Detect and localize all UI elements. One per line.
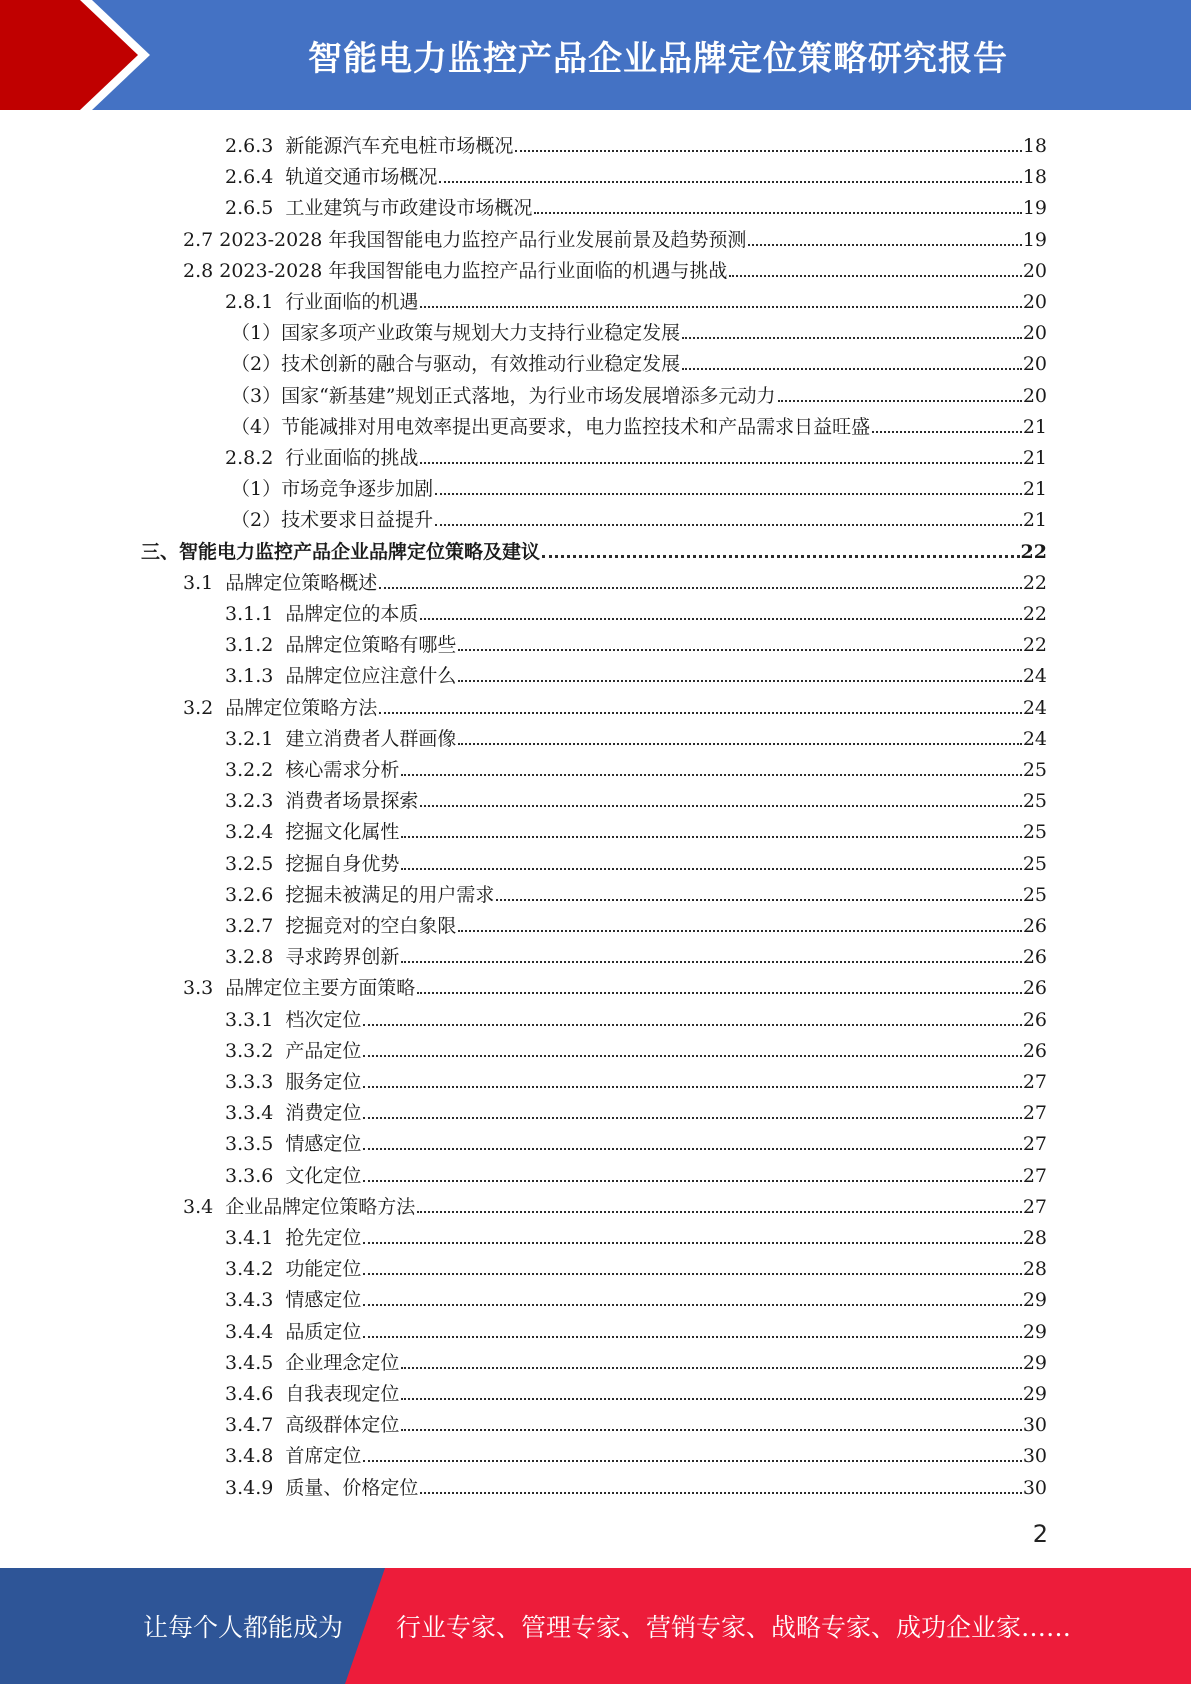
toc-dot-leader [435, 493, 1022, 495]
toc-entry-label [225, 1445, 363, 1467]
toc-entry-label [225, 135, 515, 157]
toc-entry-label [225, 1040, 363, 1062]
toc-entry-label [183, 229, 748, 251]
toc-entry-text: 2.8 2023-2028 年我国智能电力监控产品行业面临的机遇与挑战 [183, 259, 728, 282]
toc-entry-number: 3.1.1 [225, 603, 274, 625]
toc-entry-text: 服务定位 [285, 1071, 362, 1093]
footer-slogan-right: 行业专家、管理专家、营销专家、战略专家、成功企业家…… [396, 1613, 1072, 1642]
toc-entry[interactable] [183, 688, 1047, 719]
toc-entry-label [225, 197, 534, 219]
toc-dot-leader [458, 743, 1021, 745]
toc-entry[interactable] [225, 1280, 1047, 1311]
toc-entry[interactable] [225, 750, 1047, 781]
toc-entry-text: 企业品牌定位策略方法 [225, 1195, 416, 1218]
toc-entry[interactable] [231, 344, 1047, 375]
toc-dot-leader [778, 400, 1022, 402]
toc-entry-label [141, 541, 542, 563]
toc-entry[interactable] [225, 1124, 1047, 1155]
toc-entry-page: 22 [1022, 603, 1047, 625]
toc-entry-page: 22 [1022, 634, 1047, 657]
toc-entry-page: 28 [1022, 1258, 1047, 1281]
toc-entry-number: 3.4.7 [225, 1414, 274, 1437]
toc-entry-text: 品质定位 [285, 1320, 362, 1343]
toc-entry[interactable] [225, 781, 1047, 812]
report-title: 智能电力监控产品企业品牌定位策略研究报告 [308, 38, 1008, 79]
toc-entry[interactable] [225, 126, 1047, 157]
toc-dot-leader [363, 1055, 1021, 1057]
toc-entry-text: （4）节能减排对用电效率提出更高要求，电力监控技术和产品需求日益旺盛 [231, 415, 871, 438]
toc-entry-number: 2.8.1 [225, 291, 274, 313]
toc-entry-page: 25 [1022, 821, 1047, 844]
toc-entry-text: 品牌定位策略概述 [225, 571, 378, 594]
toc-entry-label [225, 1165, 363, 1187]
toc-entry-number: 2.6.3 [225, 135, 274, 157]
toc-dot-leader [363, 1304, 1021, 1306]
toc-entry-label [225, 884, 496, 906]
toc-entry[interactable] [141, 532, 1047, 563]
toc-entry-number: 3.1.3 [225, 665, 274, 688]
toc-entry-label [225, 853, 401, 875]
toc-dot-leader [401, 1398, 1021, 1400]
toc-entry-page: 29 [1022, 1320, 1047, 1343]
toc-entry-number: 3.3 [183, 977, 214, 1000]
toc-entry-text: 功能定位 [285, 1258, 362, 1281]
toc-entry-number: 3.2.1 [225, 727, 274, 750]
toc-entry-page: 25 [1022, 759, 1047, 781]
toc-entry-number: 3.1 [183, 571, 214, 594]
toc-entry-label [225, 166, 439, 188]
page-header [0, 0, 1191, 110]
toc-entry-number: 3.2.5 [225, 852, 274, 875]
toc-entry-page: 25 [1022, 790, 1047, 813]
toc-entry[interactable] [225, 1093, 1047, 1124]
toc-dot-leader [401, 868, 1021, 870]
toc-entry-page: 22 [1020, 540, 1047, 563]
toc-entry-label [183, 977, 417, 999]
toc-entry-label [225, 1352, 401, 1374]
toc-dot-leader [458, 649, 1021, 651]
toc-entry-number: 3.3.1 [225, 1008, 274, 1031]
toc-entry-label [225, 1414, 401, 1436]
toc-entry[interactable] [225, 1249, 1047, 1280]
toc-entry-text: 挖掘竞对的空白象限 [285, 915, 457, 937]
toc-dot-leader [363, 1117, 1021, 1119]
toc-entry-number: 3.4.4 [225, 1320, 274, 1343]
toc-entry[interactable] [225, 594, 1047, 625]
toc-dot-leader [363, 1242, 1021, 1244]
toc-entry-label [225, 1321, 363, 1343]
toc-entry[interactable] [225, 157, 1047, 188]
toc-entry-page: 30 [1022, 1476, 1047, 1499]
toc-dot-leader [542, 555, 1020, 558]
toc-entry[interactable] [225, 1000, 1047, 1031]
toc-entry-label [225, 665, 458, 687]
toc-entry-page: 27 [1022, 1133, 1047, 1156]
toc-entry-page: 20 [1022, 384, 1047, 407]
toc-entry-text: （2）技术创新的融合与驱动，有效推动行业稳定发展 [231, 353, 681, 376]
toc-entry-label [183, 572, 379, 594]
toc-entry-text: 品牌定位的本质 [285, 603, 419, 625]
toc-dot-leader [420, 618, 1021, 620]
toc-entry[interactable] [231, 376, 1047, 407]
toc-entry-label [225, 821, 401, 843]
toc-entry[interactable] [225, 1468, 1047, 1499]
toc-entry-label [225, 447, 420, 469]
toc-entry-text: 消费定位 [285, 1102, 362, 1125]
toc-entry-page: 21 [1022, 478, 1047, 501]
toc-entry-number: 3.2.7 [225, 915, 274, 937]
toc-entry-page: 22 [1022, 571, 1047, 594]
toc-entry[interactable] [225, 1218, 1047, 1249]
toc-dot-leader [363, 1086, 1021, 1088]
toc-entry-number: 3.2 [183, 696, 214, 719]
toc-entry-page: 20 [1022, 353, 1047, 376]
toc-entry-page: 24 [1022, 665, 1047, 688]
toc-entry-number: 3.4.9 [225, 1476, 274, 1499]
toc-entry-text: （2）技术要求日益提升 [231, 509, 434, 532]
toc-dot-leader [401, 774, 1021, 776]
toc-entry[interactable] [225, 188, 1047, 219]
toc-entry-label [225, 603, 420, 625]
toc-entry-number: 3.4.8 [225, 1445, 274, 1468]
toc-entry-label [225, 1289, 363, 1311]
toc-entry-page: 19 [1022, 197, 1047, 220]
toc-entry-page: 27 [1022, 1102, 1047, 1125]
toc-entry[interactable] [225, 1374, 1047, 1405]
toc-entry[interactable] [183, 220, 1047, 251]
toc-entry[interactable] [225, 875, 1047, 906]
toc-entry-page: 30 [1022, 1445, 1047, 1468]
toc-entry-number: 3.2.2 [225, 759, 274, 781]
toc-entry-text: 品牌定位主要方面策略 [225, 977, 416, 1000]
toc-dot-leader [417, 992, 1022, 994]
toc-entry[interactable] [225, 656, 1047, 687]
toc-entry-text: 行业面临的挑战 [285, 447, 419, 469]
toc-entry-number: 3.2.3 [225, 790, 274, 813]
toc-dot-leader [401, 836, 1021, 838]
toc-entry-text: 质量、价格定位 [285, 1476, 419, 1499]
toc-dot-leader [458, 680, 1021, 682]
toc-entry-label [183, 697, 379, 719]
toc-entry-label [225, 634, 458, 656]
toc-entry-page: 26 [1022, 915, 1047, 937]
toc-dot-leader [515, 150, 1021, 152]
toc-entry-page: 26 [1022, 1039, 1047, 1062]
toc-entry-text: 品牌定位策略有哪些 [285, 634, 457, 657]
toc-entry-text: 消费者场景探索 [285, 790, 419, 813]
toc-entry-number: 2.8.2 [225, 447, 274, 469]
toc-entry[interactable] [225, 1031, 1047, 1062]
toc-entry-page: 18 [1022, 135, 1047, 157]
toc-entry-page: 30 [1022, 1414, 1047, 1437]
toc-dot-leader [682, 368, 1022, 370]
toc-entry-number: 3.2.4 [225, 821, 274, 844]
toc-dot-leader [420, 805, 1021, 807]
toc-entry-number: 3.4.6 [225, 1383, 274, 1405]
toc-entry-label [225, 1383, 401, 1405]
toc-dot-leader [363, 1148, 1021, 1150]
toc-entry-text: 挖掘文化属性 [285, 821, 400, 844]
toc-dot-leader [379, 587, 1022, 589]
toc-entry-label [225, 728, 458, 750]
toc-entry-label [225, 1258, 363, 1280]
toc-entry-label [225, 790, 420, 812]
toc-dot-leader [872, 431, 1022, 433]
toc-entry-page: 25 [1022, 852, 1047, 875]
toc-entry[interactable] [231, 500, 1047, 531]
toc-entry-text: 文化定位 [285, 1164, 362, 1187]
toc-entry-label [225, 1477, 420, 1499]
toc-dot-leader [363, 1273, 1021, 1275]
toc-entry-number: 3.4.5 [225, 1351, 274, 1374]
toc-entry[interactable] [225, 1156, 1047, 1187]
page-number: 2 [1032, 1520, 1048, 1548]
toc-entry-page: 19 [1022, 228, 1047, 251]
toc-entry[interactable] [225, 1436, 1047, 1467]
toc-dot-leader [420, 1492, 1021, 1494]
toc-entry-number: 3.3.4 [225, 1102, 274, 1125]
red-chevron-graphic [0, 0, 160, 110]
toc-entry-text: 品牌定位应注意什么 [285, 665, 457, 688]
toc-dot-leader [363, 1024, 1021, 1026]
toc-entry-text: 品牌定位策略方法 [225, 696, 378, 719]
toc-entry[interactable] [225, 1343, 1047, 1374]
toc-entry[interactable] [225, 1405, 1047, 1436]
toc-entry-text: 寻求跨界创新 [285, 946, 400, 969]
toc-entry[interactable] [225, 1312, 1047, 1343]
toc-dot-leader [682, 337, 1022, 339]
toc-entry-number: 3.3.3 [225, 1071, 274, 1093]
toc-entry-text: 情感定位 [285, 1289, 362, 1312]
toc-entry[interactable] [225, 937, 1047, 968]
toc-entry[interactable] [225, 1062, 1047, 1093]
toc-entry-number: 3.2.6 [225, 883, 274, 906]
toc-entry-text: 抢先定位 [285, 1227, 362, 1249]
toc-entry-label [225, 1133, 363, 1155]
toc-dot-leader [435, 524, 1022, 526]
toc-entry-page: 29 [1022, 1383, 1047, 1405]
toc-dot-leader [363, 1336, 1021, 1338]
toc-entry-page: 27 [1022, 1071, 1047, 1093]
toc-entry-page: 21 [1022, 415, 1047, 438]
toc-entry-page: 27 [1022, 1164, 1047, 1187]
toc-entry-page: 21 [1022, 509, 1047, 532]
toc-entry-page: 29 [1022, 1351, 1047, 1374]
toc-entry-page: 24 [1022, 727, 1047, 750]
toc-entry-text: 档次定位 [285, 1008, 362, 1031]
toc-entry-text: 情感定位 [285, 1133, 362, 1156]
toc-entry[interactable] [183, 563, 1047, 594]
toc-entry-label [231, 385, 778, 407]
toc-entry[interactable] [225, 844, 1047, 875]
toc-entry-text: 三、智能电力监控产品企业品牌定位策略及建议 [141, 540, 541, 563]
toc-entry-label [225, 1071, 363, 1093]
toc-entry[interactable] [225, 625, 1047, 656]
toc-entry[interactable] [183, 1187, 1047, 1218]
toc-entry-page: 27 [1022, 1195, 1047, 1218]
toc-entry-number: 2.6.5 [225, 197, 274, 220]
toc-entry-label [225, 1009, 363, 1031]
toc-entry-text: 高级群体定位 [285, 1414, 400, 1437]
toc-dot-leader [439, 181, 1021, 183]
toc-dot-leader [363, 1180, 1021, 1182]
toc-entry-page: 18 [1022, 166, 1047, 189]
toc-dot-leader [363, 1460, 1021, 1462]
toc-entry-number: 3.3.2 [225, 1039, 274, 1062]
toc-entry-number: 3.4.1 [225, 1227, 274, 1249]
toc-entry-label [225, 291, 420, 313]
toc-entry-text: 自我表现定位 [285, 1383, 400, 1405]
toc-entry[interactable] [183, 251, 1047, 282]
toc-entry-number: 2.6.4 [225, 166, 274, 189]
toc-entry-text: 挖掘自身优势 [285, 852, 400, 875]
toc-entry-page: 25 [1022, 883, 1047, 906]
toc-entry[interactable] [225, 906, 1047, 937]
toc-entry-label [231, 322, 682, 344]
toc-dot-leader [748, 244, 1021, 246]
toc-entry-page: 26 [1022, 1008, 1047, 1031]
toc-entry-text: 建立消费者人群画像 [285, 727, 457, 750]
footer-slogan-left: 让每个人都能成为 [143, 1613, 344, 1642]
toc-entry-number: 3.1.2 [225, 634, 274, 657]
toc-entry-number: 3.4 [183, 1195, 214, 1218]
toc-entry-page: 20 [1022, 259, 1047, 282]
toc-entry-text: 首席定位 [285, 1445, 362, 1468]
toc-entry-label [231, 509, 435, 531]
toc-dot-leader [496, 899, 1021, 901]
toc-entry[interactable] [225, 719, 1047, 750]
toc-entry-label [225, 1227, 363, 1249]
toc-entry-page: 20 [1022, 322, 1047, 345]
toc-entry-page: 24 [1022, 696, 1047, 719]
toc-dot-leader [417, 1211, 1022, 1213]
page-footer [0, 1568, 1191, 1684]
toc-entry-text: 企业理念定位 [285, 1351, 400, 1374]
toc-entry-number: 3.4.2 [225, 1258, 274, 1281]
toc-entry[interactable] [231, 407, 1047, 438]
toc-entry-text: 轨道交通市场概况 [285, 166, 438, 189]
toc-entry-page: 26 [1022, 977, 1047, 1000]
toc-entry-text: 工业建筑与市政建设市场概况 [285, 197, 533, 220]
toc-entry-label [231, 478, 435, 500]
toc-entry-page: 20 [1022, 291, 1047, 313]
toc-entry-label [225, 1102, 363, 1124]
toc-entry-text: 新能源汽车充电桩市场概况 [285, 135, 514, 157]
toc-entry-number: 3.3.5 [225, 1133, 274, 1156]
toc-entry-number: 3.4.3 [225, 1289, 274, 1312]
toc-entry-label [183, 260, 729, 282]
toc-dot-leader [401, 961, 1021, 963]
toc-entry-text: （3）国家“新基建”规划正式落地，为行业市场发展增添多元动力 [231, 384, 776, 407]
toc-entry[interactable] [225, 282, 1047, 313]
toc-entry-text: （1）市场竞争逐步加剧 [231, 478, 434, 501]
toc-entry[interactable] [225, 812, 1047, 843]
toc-entry-page: 26 [1022, 946, 1047, 969]
toc-entry[interactable] [231, 313, 1047, 344]
toc-entry-label [231, 416, 872, 438]
toc-entry-label [225, 915, 458, 937]
toc-entry-label [231, 353, 682, 375]
toc-entry-number: 3.2.8 [225, 946, 274, 969]
toc-dot-leader [420, 462, 1021, 464]
toc-entry-page: 29 [1022, 1289, 1047, 1312]
toc-entry-text: 行业面临的机遇 [285, 291, 419, 313]
toc-entry-label [225, 759, 401, 781]
toc-entry[interactable] [225, 438, 1047, 469]
toc-entry-text: 挖掘未被满足的用户需求 [285, 883, 495, 906]
toc-entry-number: 3.3.6 [225, 1164, 274, 1187]
toc-entry-text: 产品定位 [285, 1039, 362, 1062]
toc-dot-leader [534, 212, 1021, 214]
toc-entry-text: 2.7 2023-2028 年我国智能电力监控产品行业发展前景及趋势预测 [183, 228, 747, 251]
toc-entry-page: 28 [1022, 1227, 1047, 1249]
toc-dot-leader [379, 712, 1022, 714]
toc-dot-leader [729, 275, 1021, 277]
toc-entry-label [225, 946, 401, 968]
toc-entry-label [183, 1196, 417, 1218]
toc-dot-leader [401, 1429, 1021, 1431]
toc-dot-leader [420, 306, 1021, 308]
toc-entry-text: 核心需求分析 [285, 759, 400, 781]
toc-entry[interactable] [231, 469, 1047, 500]
toc-entry-page: 21 [1022, 447, 1047, 469]
toc-entry-text: （1）国家多项产业政策与规划大力支持行业稳定发展 [231, 322, 681, 345]
toc-dot-leader [401, 1367, 1021, 1369]
toc-dot-leader [458, 930, 1021, 932]
toc-entry[interactable] [183, 968, 1047, 999]
